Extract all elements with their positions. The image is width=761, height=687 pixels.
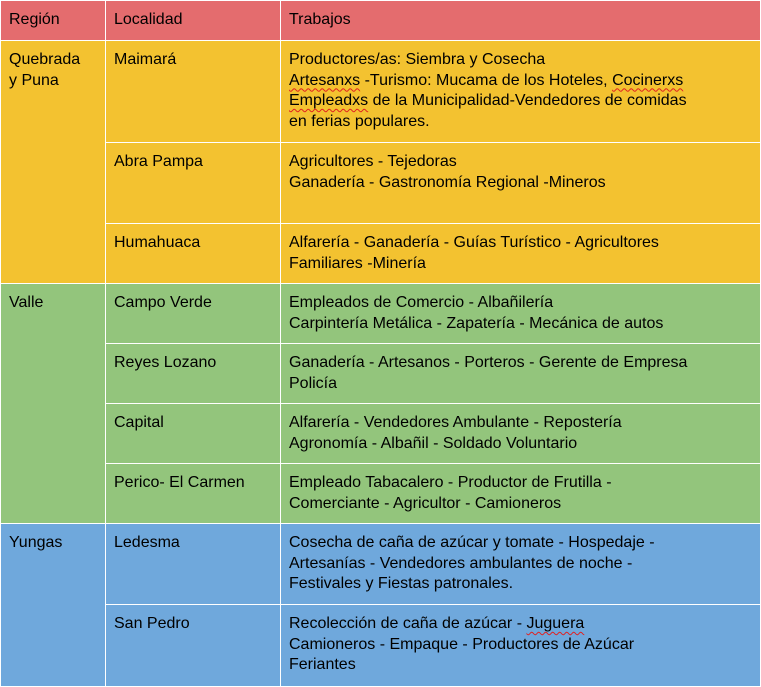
trabajos-cell [281,284,761,344]
trabajos-line: Empleado Tabacalero - Productor de Frutilla - [289,474,612,491]
table-row [1,224,761,284]
region-name-line: Valle [9,294,44,311]
localidad-cell: Ledesma [106,524,281,605]
trabajos-cell [281,605,761,687]
trabajos-line: Feriantes [289,656,356,673]
trabajos-line: Empleadxs de la Municipalidad-Vendedores de comidas [289,92,687,109]
trabajos-line: Alfarería - Vendedores Ambulante - Repostería [289,414,622,431]
trabajos-line: Alfarería - Ganadería - Guías Turístico - Agricultores [289,234,659,251]
trabajos-cell [281,344,761,404]
localidad-cell: Abra Pampa [106,143,281,224]
trabajos-line: Camioneros - Empaque - Productores de Azúcar [289,635,635,653]
localidad-cell: Perico- El Carmen [106,464,281,524]
trabajos-cell [281,224,761,284]
trabajos-line: Comerciante - Agricultor - Camioneros [289,494,562,512]
trabajos-line: Ganadería - Artesanos - Porteros - Gerente de Empresa [289,354,688,371]
trabajos-cell [281,41,761,143]
trabajos-line: Cosecha de caña de azúcar y tomate - Hospedaje - [289,534,655,551]
region-cell-valle [1,284,106,524]
localidad-cell: Humahuaca [106,224,281,284]
trabajos-line: Recolección de caña de azúcar - Juguera [289,615,585,632]
spellcheck-underlined-word: Juguera [526,615,585,632]
trabajos-line: Familiares -Minería [289,254,426,272]
spellcheck-underlined-word: Empleadxs [289,92,369,109]
table-row [1,41,761,143]
localidad-cell: Capital [106,404,281,464]
table-row [1,404,761,464]
trabajos-line: Empleados de Comercio - Albañilería [289,294,554,311]
table-row [1,605,761,687]
header-region: Región [1,1,106,41]
table-row [1,524,761,605]
table-row [1,464,761,524]
localidad-cell: San Pedro [106,605,281,687]
region-cell-yungas [1,524,106,687]
trabajos-line: en ferias populares. [289,112,430,130]
localidad-cell: Reyes Lozano [106,344,281,404]
region-name-line: Quebrada [9,51,81,68]
trabajos-line: Artesanxs -Turismo: Mucama de los Hoteles, Cocinerxs [289,71,684,89]
trabajos-line: Artesanías - Vendedores ambulantes de noche - [289,554,633,572]
region-cell-quebrada-y-puna [1,41,106,284]
table-row [1,344,761,404]
header-trabajos: Trabajos [281,1,761,41]
header-row [1,1,761,41]
trabajos-line: Festivales y Fiestas patronales. [289,575,514,592]
trabajos-line: Carpintería Metálica - Zapatería - Mecánica de autos [289,314,664,332]
header-localidad: Localidad [106,1,281,41]
trabajos-line: Agronomía - Albañil - Soldado Voluntario [289,434,578,452]
trabajos-line: Policía [289,374,338,392]
trabajos-line: Ganadería - Gastronomía Regional -Mineros [289,173,606,191]
trabajos-line: Productores/as: Siembra y Cosecha [289,51,546,68]
trabajos-cell [281,143,761,224]
table-row [1,284,761,344]
trabajos-cell [281,464,761,524]
region-name-line: Yungas [9,534,63,551]
trabajos-cell [281,524,761,605]
spellcheck-underlined-word: Cocinerxs [612,71,684,89]
trabajos-cell [281,404,761,464]
localidad-cell: Campo Verde [106,284,281,344]
localidad-cell: Maimará [106,41,281,143]
region-name-line: y Puna [9,71,59,89]
trabajos-line: Agricultores - Tejedoras [289,153,457,170]
spellcheck-underlined-word: Artesanxs [289,71,361,89]
table-row [1,143,761,224]
